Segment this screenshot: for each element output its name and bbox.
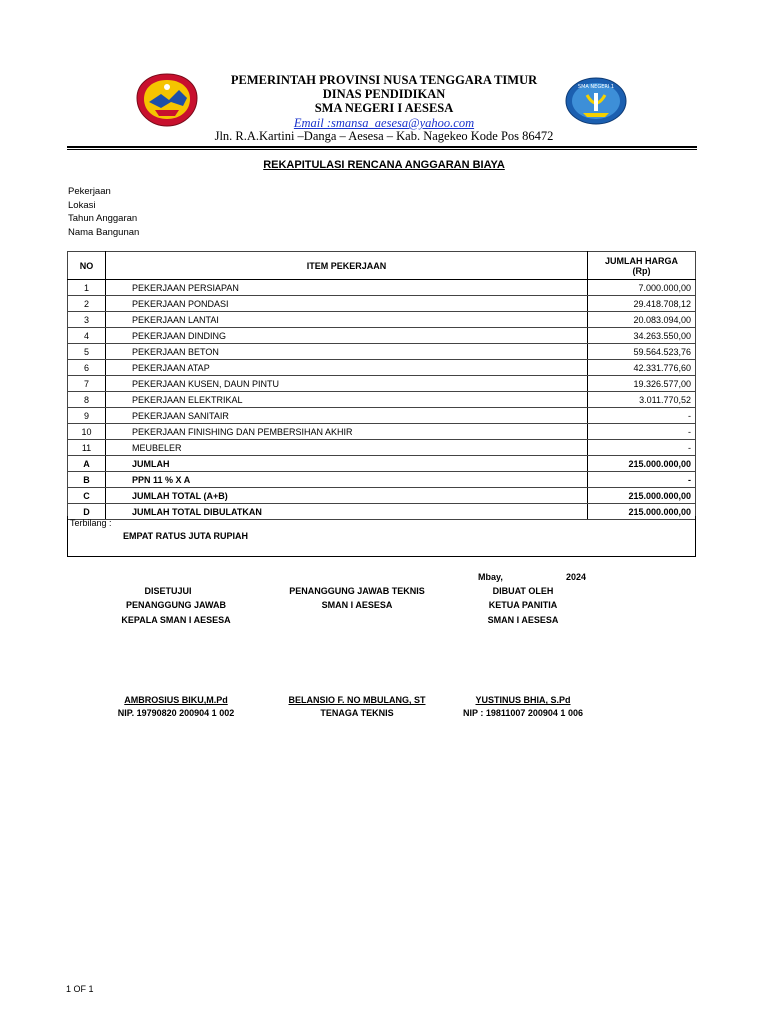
table-row [68,440,696,456]
sig-middle-name: BELANSIO F. NO MBULANG, ST [288,695,426,705]
letterhead-divider [67,146,697,148]
cell-harga: 7.000.000,00 [588,280,696,296]
cell-no: 6 [68,360,106,376]
cell-no: 1 [68,280,106,296]
header-item: ITEM PEKERJAAN [106,252,588,280]
school-logo-text: SMA NEGERI 1 [577,84,615,90]
cell-harga: 59.564.523,76 [588,344,696,360]
cell-harga: - [588,440,696,456]
letterhead-address: Jln. R.A.Kartini –Danga – Aesesa – Kab. Nagekeo Kode Pos 86472 [214,129,554,143]
meta-nama-bangunan: Nama Bangunan [68,227,140,238]
table-row [68,424,696,440]
cell-no: B [68,472,106,488]
document-title: REKAPITULASI RENCANA ANGGARAN BIAYA [263,159,505,171]
cell-harga: 20.083.094,00 [588,312,696,328]
meta-lokasi: Lokasi [68,200,96,211]
table-row [68,392,696,408]
header-harga-line2: (Rp) [632,265,651,276]
cell-item: PEKERJAAN LANTAI [106,312,588,328]
cell-harga: 29.418.708,12 [588,296,696,312]
cell-no: 7 [68,376,106,392]
table-row [68,328,696,344]
table-row [68,312,696,328]
cell-no: 4 [68,328,106,344]
cell-no: D [68,504,106,520]
sig-middle-line1: PENANGGUNG JAWAB TEKNIS [289,586,425,596]
cell-harga: - [588,408,696,424]
cell-harga: 215.000.000,00 [588,456,696,472]
letterhead-email[interactable]: Email :smansa_aesesa@yahoo.com [293,116,475,130]
letterhead-department: DINAS PENDIDIKAN [322,87,446,101]
cell-item: PPN 11 % X A [106,472,588,488]
letterhead-province: PEMERINTAH PROVINSI NUSA TENGGARA TIMUR [230,73,538,87]
cell-item: PEKERJAAN PERSIAPAN [106,280,588,296]
table-total-row [68,472,696,488]
cell-harga: 3.011.770,52 [588,392,696,408]
table-total-row [68,488,696,504]
sig-right-name: YUSTINUS BHIA, S.Pd [475,695,571,705]
sig-left-nip: NIP. 19790820 200904 1 002 [117,708,235,718]
cell-no: 8 [68,392,106,408]
sig-right-nip: NIP : 19811007 200904 1 006 [463,708,583,718]
cell-item: PEKERJAAN FINISHING DAN PEMBERSIHAN AKHIR [106,424,588,440]
table-row [68,408,696,424]
place-label: Mbay, [478,572,503,582]
cell-no: 10 [68,424,106,440]
cell-no: 3 [68,312,106,328]
sig-right-line3: SMAN I AESESA [487,615,559,625]
sig-middle-line2: SMAN I AESESA [321,600,393,610]
cell-harga: 215.000.000,00 [588,504,696,520]
table-total-row [68,456,696,472]
header-harga [588,252,696,280]
table-row [68,280,696,296]
header-no: NO [68,252,106,280]
cell-harga: - [588,424,696,440]
table-row [68,344,696,360]
cell-no: 2 [68,296,106,312]
letterhead-school: SMA NEGERI I AESESA [314,101,454,115]
sig-left-name: AMBROSIUS BIKU,M.Pd [124,695,228,705]
sig-right-line2: KETUA PANITIA [488,600,558,610]
budget-table [67,251,696,520]
cell-no: C [68,488,106,504]
cell-harga: 215.000.000,00 [588,488,696,504]
sig-left-line3: KEPALA SMAN I AESESA [121,615,231,625]
cell-item: MEUBELER [106,440,588,456]
sig-left-line1: DISETUJUI [144,586,192,596]
cell-item: JUMLAH [106,456,588,472]
table-row [68,296,696,312]
cell-harga: - [588,472,696,488]
header-harga-line1: JUMLAH HARGA [605,255,678,266]
cell-harga: 34.263.550,00 [588,328,696,344]
table-header-row [68,252,696,280]
terbilang-box [67,516,696,557]
cell-item: PEKERJAAN KUSEN, DAUN PINTU [106,376,588,392]
cell-item: PEKERJAAN ATAP [106,360,588,376]
terbilang-value: EMPAT RATUS JUTA RUPIAH [123,531,248,541]
cell-item: JUMLAH TOTAL DIBULATKAN [106,504,588,520]
terbilang-label: Terbilang : [70,518,112,528]
table-row [68,376,696,392]
cell-item: PEKERJAAN DINDING [106,328,588,344]
cell-no: 11 [68,440,106,456]
cell-harga: 42.331.776,60 [588,360,696,376]
table-row [68,360,696,376]
sig-left-line2: PENANGGUNG JAWAB [125,600,226,610]
meta-tahun-anggaran: Tahun Anggaran [68,213,138,224]
sig-middle-role: TENAGA TEKNIS [320,708,394,718]
cell-item: JUMLAH TOTAL (A+B) [106,488,588,504]
date-year: 2024 [566,572,587,582]
cell-item: PEKERJAAN SANITAIR [106,408,588,424]
cell-no: 9 [68,408,106,424]
meta-pekerjaan: Pekerjaan [68,186,111,197]
cell-item: PEKERJAAN BETON [106,344,588,360]
letterhead-divider-thin [67,149,697,150]
cell-harga: 19.326.577,00 [588,376,696,392]
sig-right-line1: DIBUAT OLEH [492,586,554,596]
cell-no: A [68,456,106,472]
cell-item: PEKERJAAN PONDASI [106,296,588,312]
cell-item: PEKERJAAN ELEKTRIKAL [106,392,588,408]
page-counter: 1 OF 1 [66,984,94,994]
cell-no: 5 [68,344,106,360]
